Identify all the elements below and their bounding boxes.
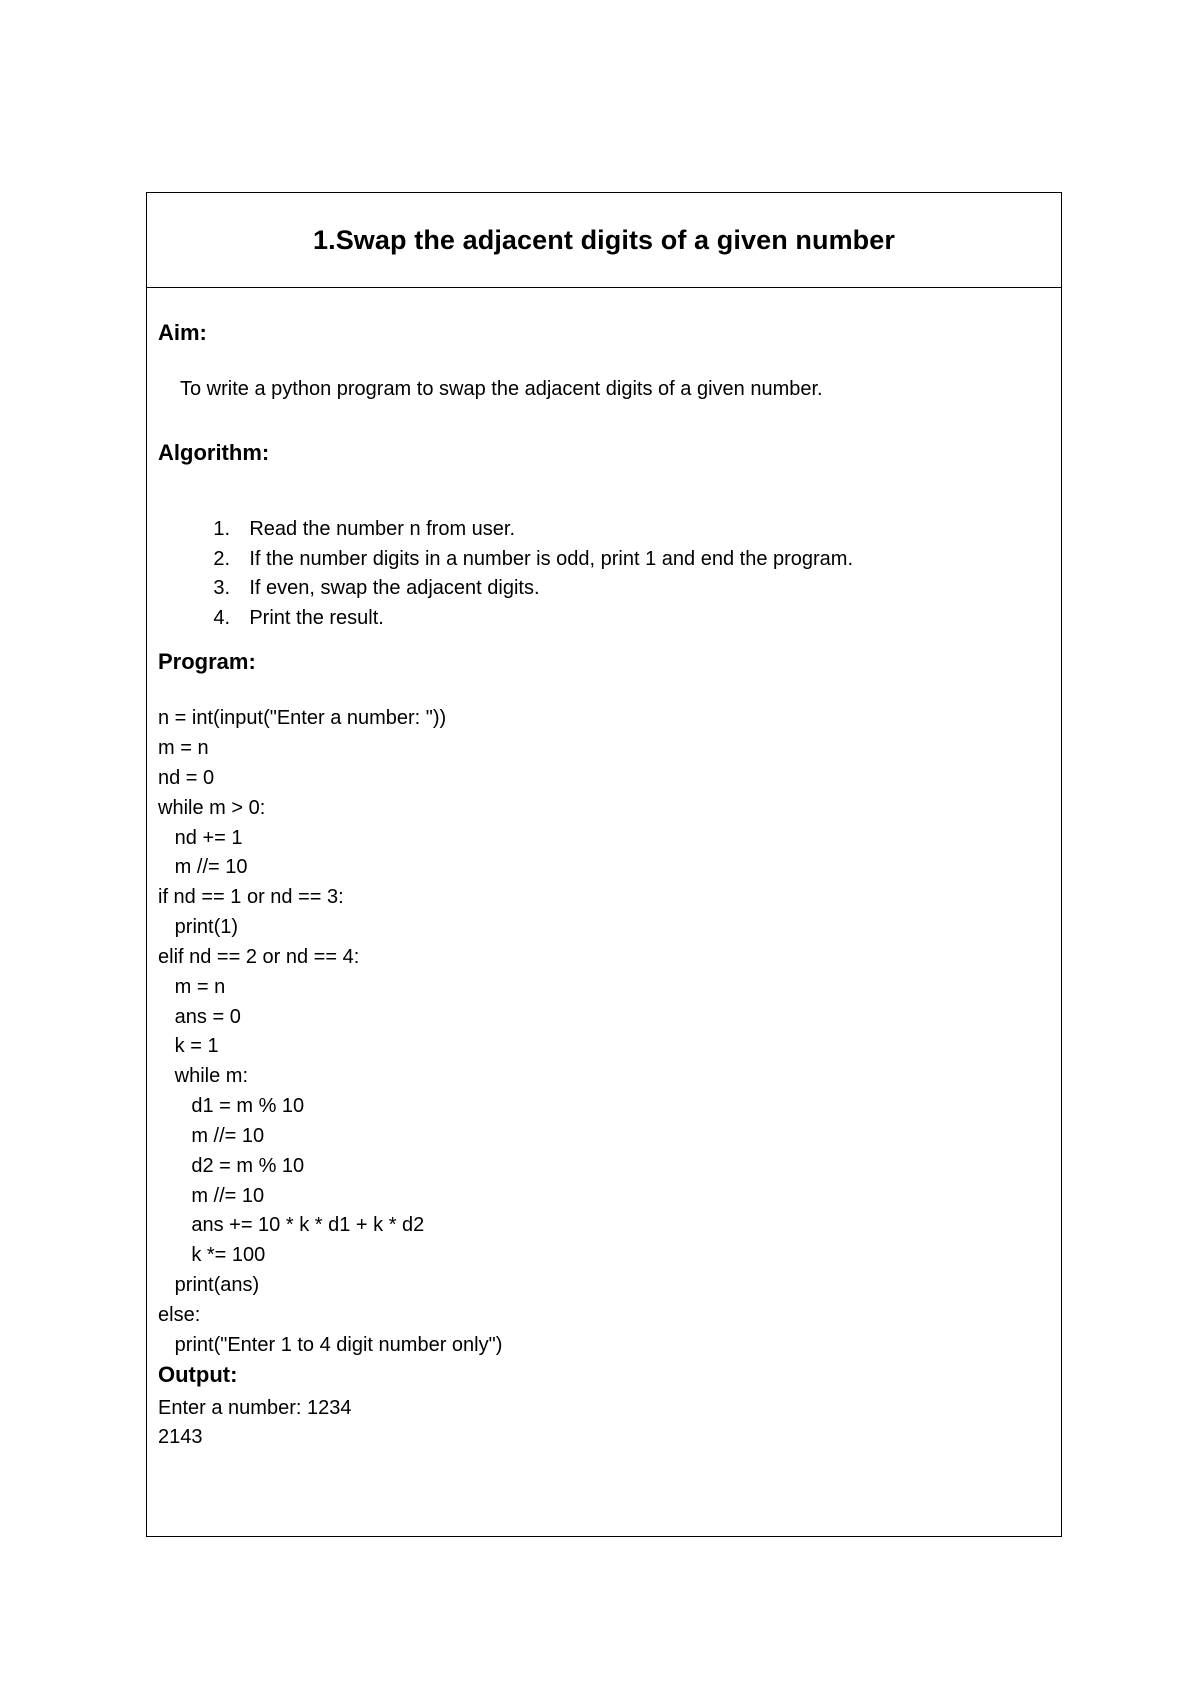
algorithm-step-text: If the number digits in a number is odd, print 1 and end the program. [249,548,854,570]
document-box [146,192,1062,1537]
program-line: while m > 0: [158,797,266,819]
program-line: while m: [158,1065,249,1087]
program-line: m //= 10 [158,1125,265,1147]
output-line: 2143 [158,1426,203,1448]
algorithm-step-text: If even, swap the adjacent digits. [249,577,540,599]
program-line: d1 = m % 10 [158,1095,305,1117]
algorithm-step [180,588,384,648]
title-row [147,193,1061,288]
aim-heading: Aim: [158,320,207,345]
output-line: Enter a number: 1234 [158,1397,352,1419]
algorithm-step-text: Print the result. [249,607,384,629]
program-line: nd = 0 [158,767,215,789]
program-line: k = 1 [158,1035,219,1057]
algorithm-step-number: 1. [213,518,231,540]
algorithm-step-number: 4. [213,607,231,629]
program-line: ans += 10 * k * d1 + k * d2 [158,1214,425,1236]
algorithm-heading: Algorithm: [158,440,270,465]
program-line: print(1) [158,916,239,938]
program-line: m = n [158,737,209,759]
program-heading: Program: [158,649,256,674]
document-title: 1.Swap the adjacent digits of a given number [312,224,895,255]
program-line: nd += 1 [158,827,243,849]
program-line: elif nd == 2 or nd == 4: [158,946,360,968]
program-line: else: [158,1304,201,1326]
program-line: print(ans) [158,1274,260,1296]
program-line: m //= 10 [158,856,248,878]
program-line: if nd == 1 or nd == 3: [158,886,344,908]
algorithm-step-number: 3. [213,577,231,599]
program-line: n = int(input("Enter a number: ")) [158,707,447,729]
aim-text: To write a python program to swap the adjacent digits of a given number. [180,378,823,400]
program-line: m //= 10 [158,1185,265,1207]
program-line: k *= 100 [158,1244,266,1266]
program-line: ans = 0 [158,1006,241,1028]
program-line: m = n [158,976,226,998]
output-heading: Output: [158,1362,238,1387]
algorithm-step-text: Read the number n from user. [249,518,516,540]
program-line: d2 = m % 10 [158,1155,305,1177]
algorithm-step-number: 2. [213,548,231,570]
program-line: print("Enter 1 to 4 digit number only") [158,1334,503,1356]
